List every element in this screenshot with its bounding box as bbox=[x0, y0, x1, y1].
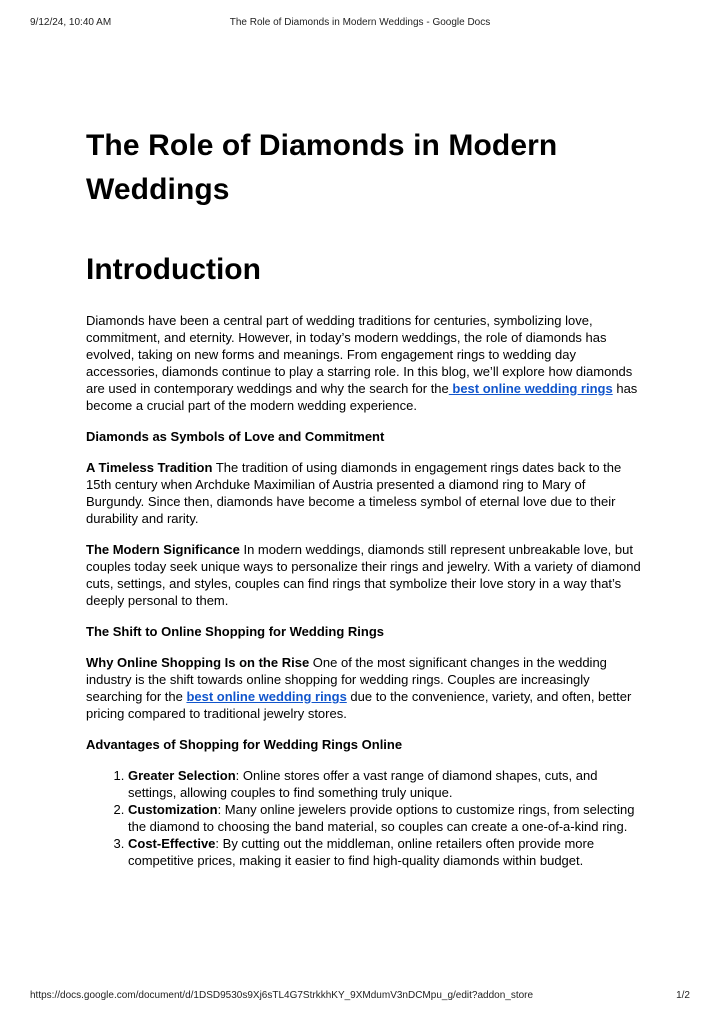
list-item bbox=[128, 801, 646, 835]
best-online-wedding-rings-link[interactable]: best online wedding rings bbox=[448, 381, 613, 396]
timeless-text: The tradition of using diamonds in engagement rings dates back to the 15th century when Archduke Maximilian of Austria presented a diamond ring to Mary of Burgundy. Since then, diamonds have become a timeless symbol of eternal love due to their durability and rarity. bbox=[86, 460, 622, 526]
print-doc-title: The Role of Diamonds in Modern Weddings - Google Docs bbox=[229, 17, 491, 28]
best-online-wedding-rings-link-2[interactable]: best online wedding rings bbox=[186, 689, 347, 704]
symbols-heading: Diamonds as Symbols of Love and Commitment bbox=[86, 429, 385, 444]
modern-text: In modern weddings, diamonds still represent unbreakable love, but couples today seek unique ways to personalize their rings and jewelry. With a variety of diamond cuts, settings, and styles, couples can find rings that symbolize their love story in a way that’s deeply personal to them. bbox=[86, 542, 641, 608]
advantages-heading: Advantages of Shopping for Wedding Rings Online bbox=[86, 737, 403, 752]
timeless-label: A Timeless Tradition bbox=[86, 460, 213, 475]
introduction-heading: Introduction bbox=[86, 253, 261, 286]
advantages-list bbox=[86, 767, 646, 869]
print-url: https://docs.google.com/document/d/1DSD9530s9Xj6sTL4G7StrkkhKY_9XMdumV3nDCMpu_g/edit?addon_store bbox=[30, 990, 534, 1001]
advantage-text: : Many online jewelers provide options to customize rings, from selecting the diamond to choosing the band material, so couples can create a one-of-a-kind ring. bbox=[128, 802, 635, 834]
why-label: Why Online Shopping Is on the Rise bbox=[86, 655, 310, 670]
why-paragraph bbox=[86, 654, 646, 722]
intro-paragraph bbox=[86, 312, 646, 414]
advantage-text: : By cutting out the middleman, online retailers often provide more competitive prices, making it easier to find high-quality diamonds within budget. bbox=[128, 836, 595, 868]
shift-heading: The Shift to Online Shopping for Wedding Rings bbox=[86, 624, 385, 639]
intro-text-2: has become a crucial part of the modern wedding experience. bbox=[86, 381, 638, 413]
list-item bbox=[128, 835, 646, 869]
why-text-2: due to the convenience, variety, and often, better pricing compared to traditional jewelry stores. bbox=[86, 689, 632, 721]
document-body bbox=[86, 124, 646, 869]
advantage-label: Greater Selection bbox=[128, 768, 236, 783]
document-title: The Role of Diamonds in Modern Weddings bbox=[86, 129, 558, 206]
advantage-label: Cost-Effective bbox=[128, 836, 216, 851]
print-datetime: 9/12/24, 10:40 AM bbox=[30, 17, 112, 28]
timeless-paragraph bbox=[86, 459, 646, 527]
modern-paragraph bbox=[86, 541, 646, 609]
modern-label: The Modern Significance bbox=[86, 542, 240, 557]
intro-text-1: Diamonds have been a central part of wedding traditions for centuries, symbolizing love, commitment, and eternity. However, in today’s modern weddings, the role of diamonds has evolved, taking on new forms and meanings. From engagement rings to wedding day accessories, diamonds continue to play a starring role. In this blog, we’ll explore how diamonds are used in contemporary weddings and why the search for the bbox=[86, 313, 633, 396]
print-header bbox=[30, 17, 690, 31]
print-footer bbox=[30, 990, 690, 1004]
list-item bbox=[128, 767, 646, 801]
page-number: 1/2 bbox=[676, 990, 690, 1001]
why-text-1: One of the most significant changes in the wedding industry is the shift towards online shopping for wedding rings. Couples are increasingly searching for the bbox=[86, 655, 607, 704]
advantage-text: : Online stores offer a vast range of diamond shapes, cuts, and settings, allowing couples to find something truly unique. bbox=[128, 768, 598, 800]
advantage-label: Customization bbox=[128, 802, 218, 817]
